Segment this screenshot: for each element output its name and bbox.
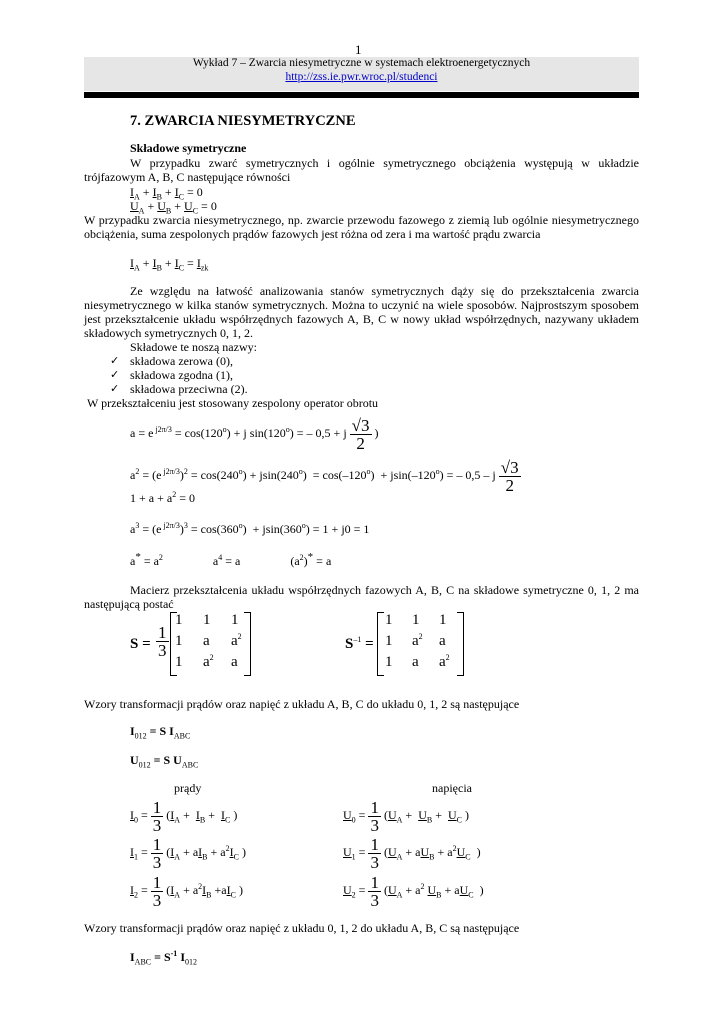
eq-i2: $I_2$ = $\frac{1}{3}$ ($I_A + a^2I_B +aI_C$ ) bbox=[130, 872, 243, 910]
eq-conjugates: $a^* = a^2$ $a^4 = a$ $(a^2)^* = a$ bbox=[130, 551, 332, 568]
matrix-s-fraction: $\frac{1}{3}$ bbox=[158, 623, 167, 660]
eq-i1: $I_1$ = $\frac{1}{3}$ ($I_A + aI_B + a^2I_C$ ) bbox=[130, 834, 246, 872]
check-icon: ✓ bbox=[110, 368, 120, 381]
paragraph-8: Wzory transformacji prądów oraz napięć z układu 0, 1, 2 do układu A, B, C są następujące bbox=[84, 921, 520, 935]
matrix-cell: 1 bbox=[412, 612, 420, 628]
matrix-cell: 1 bbox=[231, 612, 239, 628]
list-item: składowa przeciwna (2). bbox=[130, 382, 248, 396]
paragraph-2: W przypadku zwarcia niesymetrycznego, np. zwarcie przewodu fazowego z ziemią lub ogólnie niesymetrycznego obciążenia, suma zespolonych prądów fazowych jest różna od zera i ma wartość prądu zwarcia bbox=[84, 213, 639, 241]
label-currents: prądy bbox=[174, 781, 202, 795]
header-rule bbox=[84, 92, 639, 98]
section-title: Składowe symetryczne bbox=[130, 141, 247, 155]
matrix-sinv-bracket-right bbox=[457, 612, 464, 676]
label-voltages: napięcia bbox=[432, 781, 472, 795]
check-icon: ✓ bbox=[110, 382, 120, 395]
matrix-cell: $a^2$ bbox=[203, 653, 214, 670]
eq-u0: $U_0$ = $\frac{1}{3}$ ($U_A + U_B + U_C$ ) bbox=[343, 797, 469, 835]
matrix-cell: 1 bbox=[385, 654, 393, 670]
paragraph-6: Macierz przekształcenia układu współrzędnych fazowych A, B, C na składowe symetryczne 0, 1, 2 ma następującą postać bbox=[84, 583, 639, 611]
matrix-sinv-label: $S^{-1}$ = bbox=[345, 635, 374, 652]
matrix-cell: 1 bbox=[203, 612, 211, 628]
chapter-title: 7. ZWARCIA NIESYMETRYCZNE bbox=[130, 113, 356, 129]
header-title: Wykład 7 – Zwarcia niesymetryczne w systemach elektroenergetycznych bbox=[192, 57, 531, 69]
matrix-s-bracket-right bbox=[244, 612, 251, 676]
matrix-cell: 1 bbox=[175, 633, 183, 649]
eq-iabc: $I_{ABC} = S^{-1}$ $I_{012}$ bbox=[130, 949, 197, 967]
paragraph-4: Składowe te noszą nazwy: bbox=[130, 340, 257, 354]
matrix-cell: a bbox=[439, 633, 446, 649]
paragraph-7: Wzory transformacji prądów oraz napięć z układu A, B, C do układu 0, 1, 2 są następujące bbox=[84, 697, 520, 711]
eq-currents-sum: $I_A + I_B + I_C = 0$ bbox=[130, 185, 203, 202]
matrix-cell: 1 bbox=[175, 612, 183, 628]
header-link[interactable]: http://zss.ie.pwr.wroc.pl/studenci bbox=[285, 71, 438, 83]
list-item: składowa zerowa (0), bbox=[130, 354, 233, 368]
list-item: składowa zgodna (1), bbox=[130, 368, 233, 382]
matrix-cell: 1 bbox=[385, 612, 393, 628]
eq-sum-operators: $1 + a + a^2 = 0$ bbox=[130, 490, 195, 505]
matrix-sinv-bracket-left bbox=[377, 612, 384, 676]
eq-u1: $U_1$ = $\frac{1}{3}$ ($U_A + aU_B + a^2U_C$ ) bbox=[343, 834, 481, 872]
eq-u012: $U_{012} = S$ $U_{ABC}$ bbox=[130, 753, 199, 770]
matrix-cell: $a^2$ bbox=[439, 653, 450, 670]
eq-i0: $I_0$ = $\frac{1}{3}$ ($I_A + I_B + I_C$ ) bbox=[130, 797, 238, 835]
eq-u2: $U_2$ = $\frac{1}{3}$ ($U_A + a^2$ $U_B + aU_C$ ) bbox=[343, 872, 484, 910]
matrix-cell: 1 bbox=[385, 633, 393, 649]
eq-voltages-sum: $U_A + U_B + U_C = 0$ bbox=[130, 199, 217, 216]
eq-i012: $I_{012} = S$ $I_{ABC}$ bbox=[130, 724, 191, 741]
paragraph-5: W przekształceniu jest stosowany zespolony operator obrotu bbox=[87, 396, 379, 410]
matrix-cell: 1 bbox=[175, 654, 183, 670]
matrix-cell: a bbox=[412, 654, 419, 670]
matrix-cell: 1 bbox=[439, 612, 447, 628]
matrix-cell: a bbox=[203, 633, 210, 649]
matrix-cell: a bbox=[231, 654, 238, 670]
eq-operator-a: a = e $^{j2\pi/3} = \cos(120^o) + j$ $\sin(120^o)$ = – 0,5 + j $\frac{√3}{2}$ ) bbox=[130, 415, 379, 453]
matrix-cell: $a^2$ bbox=[231, 632, 242, 649]
matrix-cell: $a^2$ bbox=[412, 632, 423, 649]
eq-operator-a3: $a^3 = (e$ $^{j2\pi/3})^3 = \cos(360^o) + jsin(360^o) = 1 + j0 = 1$ bbox=[130, 521, 370, 536]
paragraph-3: Ze względu na łatwość analizowania stanów symetrycznych dąży się do przekształcenia zwarcia niesymetrycznego w kilka stanów symetrycznych. Można to uczynić na wiele sposobów. Najprostszym sposobem jest przekształcenie układu współrzędnych fazowych A, B, C w nowy układ współrzędnych, nazywany układem składowych symetrycznych 0, 1, 2. bbox=[84, 284, 639, 340]
eq-fault-current: $I_A + I_B + I_C = I_{zk}$ bbox=[130, 256, 209, 273]
paragraph-1: W przypadku zwarć symetrycznych i ogólnie symetrycznego obciążenia występują w układzie trójfazowym A, B, C następujące równości bbox=[84, 156, 639, 184]
eq-operator-a2: $a^2 = (e$ $^{j2\pi/3})^2 = \cos(240^o) + jsin(240^o) = \cos(-120^o) + jsin(-120^o)$ = – 0,5 – j $\frac{√3}{2}$ bbox=[130, 457, 519, 495]
matrix-s-label: S = bbox=[130, 636, 151, 652]
page-number: 1 bbox=[355, 42, 362, 57]
check-icon: ✓ bbox=[110, 354, 120, 367]
